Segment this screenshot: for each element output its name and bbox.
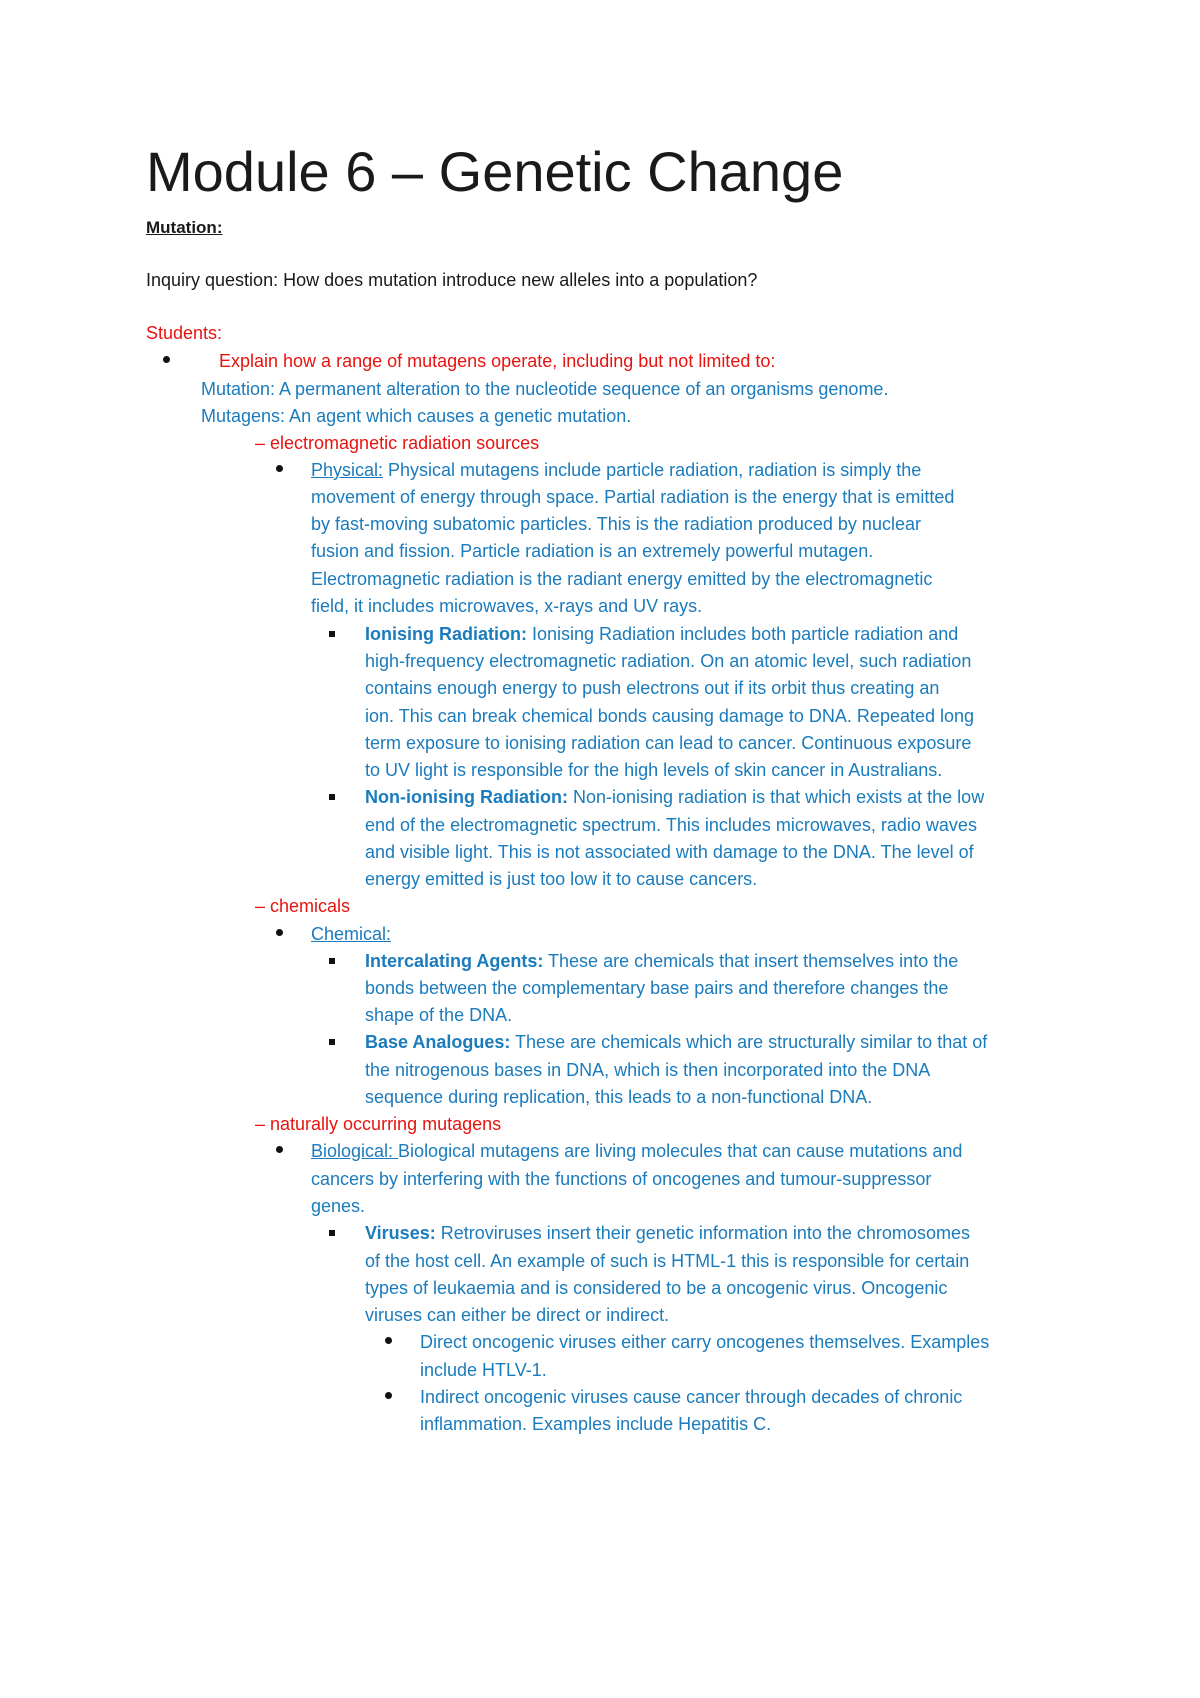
viruses-item [365,1224,970,1242]
base-analogues-text-line: sequence during replication, this leads to a non-functional DNA. [365,1087,873,1107]
viruses-text: Retroviruses insert their genetic information into the chromosomes [435,1223,970,1243]
chemical-label: Chemical: [311,924,392,944]
physical-label: Physical: [311,460,384,480]
biological-item [311,1142,962,1160]
ionising-item [365,625,958,643]
page-title: Module 6 – Genetic Change [146,140,844,203]
bullet-square-icon [329,1230,335,1236]
nonionising-label: Non-ionising Radiation: [365,787,568,807]
section-heading-mutation: Mutation: [146,218,223,237]
ionising-text-line: contains enough energy to push electrons out if its orbit thus creating an [365,678,940,698]
subheading-chemicals: – chemicals [255,896,351,916]
bullet-square-icon [329,631,335,637]
ionising-text: Ionising Radiation includes both particle radiation and [527,624,959,644]
ionising-text-line: high-frequency electromagnetic radiation. On an atomic level, such radiation [365,651,972,671]
intercalating-text-line: bonds between the complementary base pairs and therefore changes the [365,978,949,998]
ionising-text-line: to UV light is responsible for the high levels of skin cancer in Australians. [365,760,943,780]
subheading-electromagnetic: – electromagnetic radiation sources [255,433,540,453]
biological-text-line: genes. [311,1196,366,1216]
subheading-natural: – naturally occurring mutagens [255,1114,502,1134]
bullet-dot-icon [276,929,283,936]
indirect-oncogenic-line: Indirect oncogenic viruses cause cancer through decades of chronic [420,1387,963,1407]
base-analogues-item [365,1033,987,1051]
ionising-text-line: ion. This can break chemical bonds causing damage to DNA. Repeated long [365,706,975,726]
direct-oncogenic-line: include HTLV-1. [420,1360,547,1380]
mutation-definition: Mutation: A permanent alteration to the nucleotide sequence of an organisms genome. [201,379,889,399]
biological-label: Biological: [311,1141,399,1161]
intercalating-label: Intercalating Agents: [365,951,544,971]
students-label: Students: [146,323,223,343]
indirect-oncogenic-line: inflammation. Examples include Hepatitis C. [420,1414,772,1434]
bullet-dot-icon [276,465,283,472]
bullet-dot-icon [385,1392,392,1399]
nonionising-text: Non-ionising radiation is that which exists at the low [567,787,985,807]
explain-item: Explain how a range of mutagens operate, including but not limited to: [219,351,776,371]
nonionising-text-line: end of the electromagnetic spectrum. This includes microwaves, radio waves [365,815,977,835]
base-analogues-text-line: the nitrogenous bases in DNA, which is then incorporated into the DNA [365,1060,931,1080]
direct-oncogenic-line: Direct oncogenic viruses either carry oncogenes themselves. Examples [420,1332,990,1352]
bullet-dot-icon [385,1337,392,1344]
intercalating-text: These are chemicals that insert themselves into the [543,951,959,971]
biological-text-line: cancers by interfering with the functions of oncogenes and tumour-suppressor [311,1169,932,1189]
viruses-label: Viruses: [365,1223,436,1243]
intercalating-text-line: shape of the DNA. [365,1005,513,1025]
ionising-text-line: term exposure to ionising radiation can lead to cancer. Continuous exposure [365,733,972,753]
physical-text-line: by fast-moving subatomic particles. This is the radiation produced by nuclear [311,514,921,534]
viruses-text-line: types of leukaemia and is considered to be a oncogenic virus. Oncogenic [365,1278,948,1298]
base-analogues-label: Base Analogues: [365,1032,511,1052]
physical-text: Physical mutagens include particle radiation, radiation is simply the [383,460,922,480]
intercalating-item [365,952,958,970]
base-analogues-text: These are chemicals which are structurally similar to that of [510,1032,988,1052]
nonionising-item [365,788,984,806]
physical-text-line: movement of energy through space. Partial radiation is the energy that is emitted [311,487,955,507]
nonionising-text-line: and visible light. This is not associated with damage to the DNA. The level of [365,842,974,862]
bullet-dot-icon [163,356,170,363]
bullet-square-icon [329,958,335,964]
physical-text-line: Electromagnetic radiation is the radiant energy emitted by the electromagnetic [311,569,933,589]
viruses-text-line: viruses can either be direct or indirect. [365,1305,670,1325]
physical-text-line: fusion and fission. Particle radiation is an extremely powerful mutagen. [311,541,874,561]
mutagens-definition: Mutagens: An agent which causes a genetic mutation. [201,406,632,426]
bullet-square-icon [329,1039,335,1045]
bullet-dot-icon [276,1146,283,1153]
nonionising-text-line: energy emitted is just too low it to cause cancers. [365,869,758,889]
bullet-square-icon [329,794,335,800]
viruses-text-line: of the host cell. An example of such is HTML-1 this is responsible for certain [365,1251,970,1271]
physical-item [311,461,921,479]
biological-text: Biological mutagens are living molecules that can cause mutations and [398,1141,963,1161]
inquiry-question: Inquiry question: How does mutation introduce new alleles into a population? [146,270,758,290]
physical-text-line: field, it includes microwaves, x-rays and UV rays. [311,596,703,616]
ionising-label: Ionising Radiation: [365,624,527,644]
